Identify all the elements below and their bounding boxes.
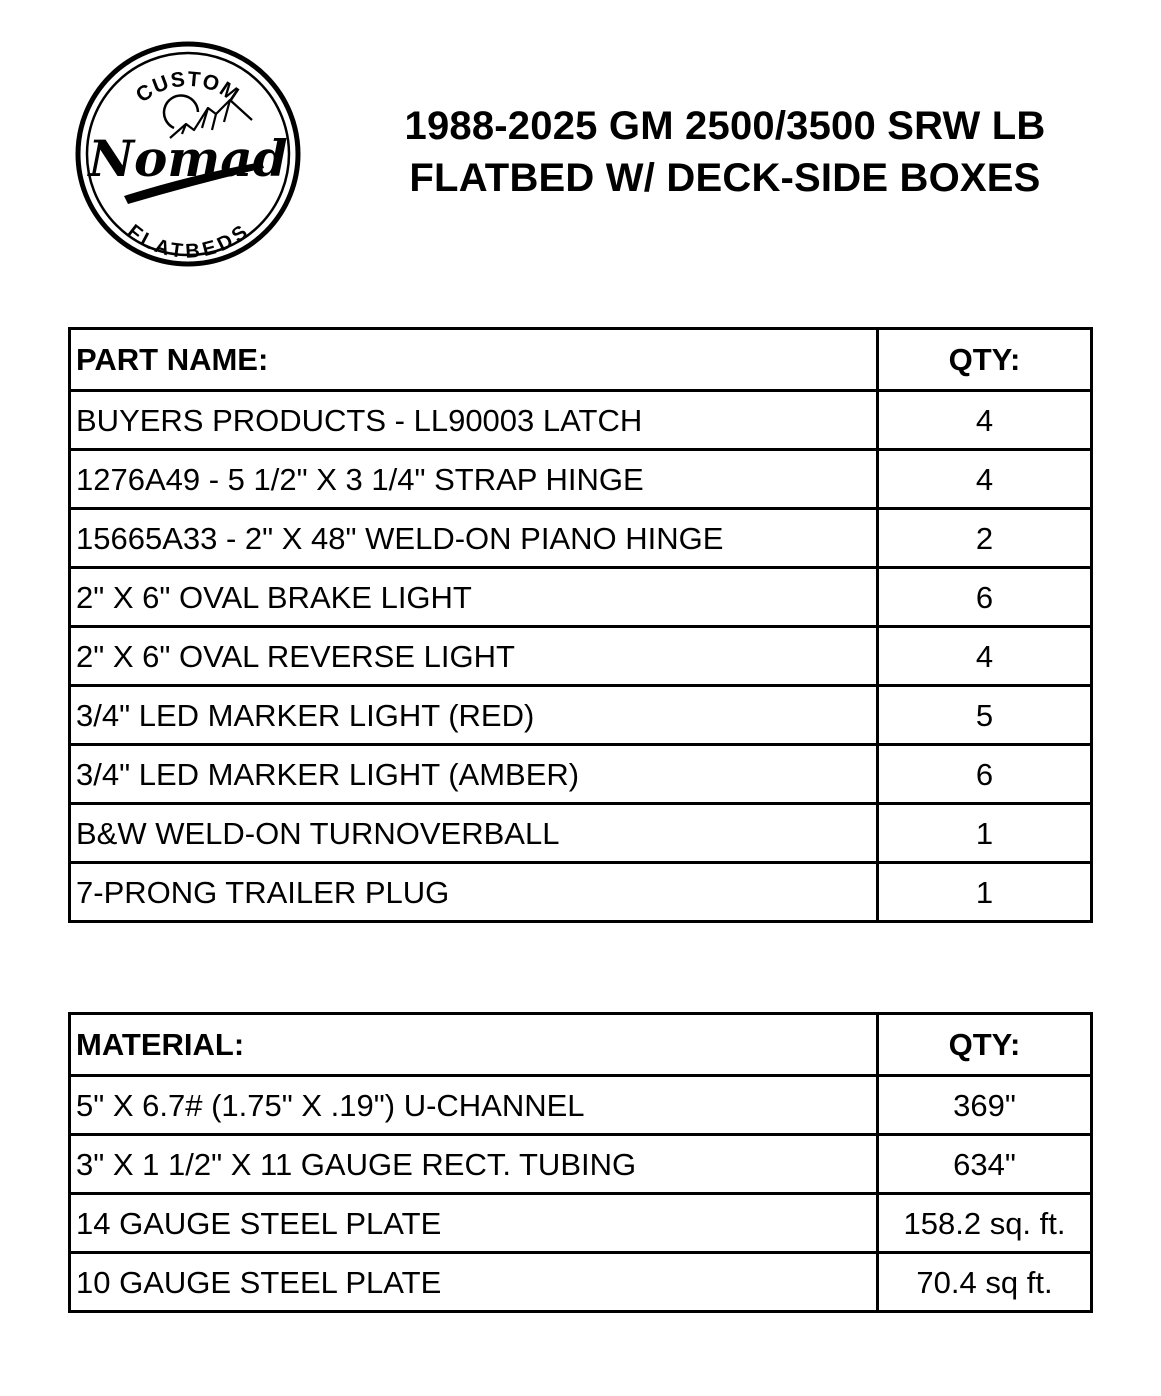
- table-row: [70, 509, 1092, 568]
- table-row: [70, 1194, 1092, 1253]
- materials-table: [68, 1012, 1093, 1313]
- item-name-cell: 3" X 1 1/2" X 11 GAUGE RECT. TUBING: [70, 1135, 878, 1194]
- table-row: [70, 863, 1092, 922]
- item-qty-cell: 369": [878, 1076, 1092, 1135]
- item-name-cell: B&W WELD-ON TURNOVERBALL: [70, 804, 878, 863]
- material-qty-header: QTY:: [878, 1014, 1092, 1076]
- logo-bottom-text: FLATBEDS: [123, 220, 253, 263]
- company-logo: [74, 38, 302, 270]
- page-title: [330, 100, 1120, 204]
- item-qty-cell: 1: [878, 804, 1092, 863]
- item-qty-cell: 2: [878, 509, 1092, 568]
- table-row: [70, 627, 1092, 686]
- table-row: [70, 1253, 1092, 1312]
- parts-header-row: [70, 329, 1092, 391]
- parts-rows: [70, 391, 1092, 922]
- item-qty-cell: 6: [878, 745, 1092, 804]
- table-row: [70, 391, 1092, 450]
- item-name-cell: 3/4" LED MARKER LIGHT (RED): [70, 686, 878, 745]
- item-qty-cell: 5: [878, 686, 1092, 745]
- item-name-cell: 15665A33 - 2" X 48" WELD-ON PIANO HINGE: [70, 509, 878, 568]
- item-qty-cell: 634": [878, 1135, 1092, 1194]
- table-row: [70, 450, 1092, 509]
- item-name-cell: 1276A49 - 5 1/2" X 3 1/4" STRAP HINGE: [70, 450, 878, 509]
- item-name-cell: 2" X 6" OVAL REVERSE LIGHT: [70, 627, 878, 686]
- table-row: [70, 745, 1092, 804]
- item-qty-cell: 4: [878, 391, 1092, 450]
- table-row: [70, 804, 1092, 863]
- parts-table: [68, 327, 1093, 923]
- item-qty-cell: 4: [878, 627, 1092, 686]
- logo-script-text: Nomad: [88, 129, 288, 188]
- part-qty-header: QTY:: [878, 329, 1092, 391]
- item-name-cell: 5" X 6.7# (1.75" X .19") U-CHANNEL: [70, 1076, 878, 1135]
- item-name-cell: 3/4" LED MARKER LIGHT (AMBER): [70, 745, 878, 804]
- material-name-header: MATERIAL:: [70, 1014, 878, 1076]
- item-qty-cell: 1: [878, 863, 1092, 922]
- logo-top-text: CUSTOM: [131, 67, 244, 108]
- materials-header-row: [70, 1014, 1092, 1076]
- table-row: [70, 568, 1092, 627]
- item-name-cell: BUYERS PRODUCTS - LL90003 LATCH: [70, 391, 878, 450]
- title-line-1: 1988-2025 GM 2500/3500 SRW LB: [404, 104, 1046, 148]
- sun-icon: [164, 96, 198, 128]
- item-qty-cell: 158.2 sq. ft.: [878, 1194, 1092, 1253]
- table-row: [70, 686, 1092, 745]
- item-name-cell: 7-PRONG TRAILER PLUG: [70, 863, 878, 922]
- table-row: [70, 1135, 1092, 1194]
- item-qty-cell: 70.4 sq ft.: [878, 1253, 1092, 1312]
- table-row: [70, 1076, 1092, 1135]
- part-name-header: PART NAME:: [70, 329, 878, 391]
- item-name-cell: 2" X 6" OVAL BRAKE LIGHT: [70, 568, 878, 627]
- title-line-2: FLATBED W/ DECK-SIDE BOXES: [409, 156, 1041, 200]
- item-qty-cell: 4: [878, 450, 1092, 509]
- item-name-cell: 14 GAUGE STEEL PLATE: [70, 1194, 878, 1253]
- materials-rows: [70, 1076, 1092, 1312]
- item-qty-cell: 6: [878, 568, 1092, 627]
- item-name-cell: 10 GAUGE STEEL PLATE: [70, 1253, 878, 1312]
